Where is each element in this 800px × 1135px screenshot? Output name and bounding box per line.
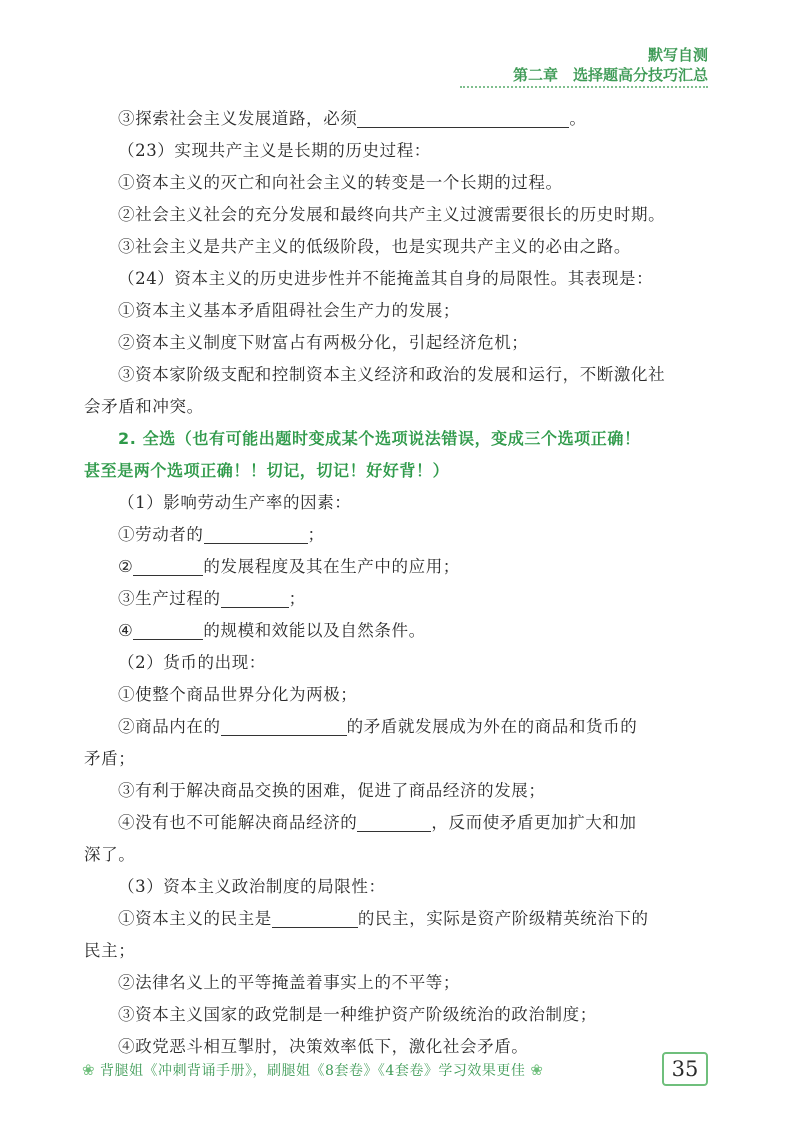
text-line: ② 的发展程度及其在生产中的应用； xyxy=(118,557,460,576)
answer-blank[interactable] xyxy=(204,523,308,544)
text-line: ①资本主义的灭亡和向社会主义的转变是一个长期的过程。 xyxy=(118,173,563,192)
page-body xyxy=(84,103,714,1063)
footer-note xyxy=(82,1060,543,1080)
text-line: ②社会主义社会的充分发展和最终向共产主义过渡需要很长的历史时期。 xyxy=(118,205,666,224)
text-line: ③有利于解决商品交换的困难，促进了商品经济的发展； xyxy=(118,781,546,800)
item-heading-2: （2）货币的出现： xyxy=(118,653,266,672)
text-line: ③探索社会主义发展道路，必须 。 xyxy=(118,109,587,128)
text-line: 民主； xyxy=(84,941,136,960)
item-heading-3: （3）资本主义政治制度的局限性： xyxy=(118,877,386,896)
answer-blank[interactable] xyxy=(357,811,431,832)
text-line: ④没有也不可能解决商品经济的 ，反而使矛盾更加扩大和加 xyxy=(118,813,637,832)
flower-icon: ❀ xyxy=(530,1061,544,1079)
text-line: ②资本主义制度下财富占有两极分化，引起经济危机； xyxy=(118,333,529,352)
answer-blank[interactable] xyxy=(133,555,203,576)
chapter-title: 第二章 选择题高分技巧汇总 xyxy=(512,66,708,84)
text-line: ①劳动者的 ； xyxy=(118,525,325,544)
text-line: 矛盾； xyxy=(84,749,136,768)
text-line: ①使整个商品世界分化为两极； xyxy=(118,685,358,704)
text-line: ①资本主义基本矛盾阻碍社会生产力的发展； xyxy=(118,301,460,320)
answer-blank[interactable] xyxy=(221,587,289,608)
text-line: ③资本家阶级支配和控制资本主义经济和政治的发展和运行，不断激化社 xyxy=(118,365,666,384)
text-line: 会矛盾和冲突。 xyxy=(84,397,204,416)
item-heading-24: （24）资本主义的历史进步性并不能掩盖其自身的局限性。其表现是： xyxy=(118,269,654,288)
answer-blank[interactable] xyxy=(133,619,203,640)
text-line: ③资本主义国家的政党制是一种维护资产阶级统治的政治制度； xyxy=(118,1005,597,1024)
text-line: 深了。 xyxy=(84,845,136,864)
answer-blank[interactable] xyxy=(221,715,347,736)
text-line: ①资本主义的民主是 的民主，实际是资产阶级精英统治下的 xyxy=(118,909,649,928)
text-line: ②法律名义上的平等掩盖着事实上的不平等； xyxy=(118,973,460,992)
item-heading-23: （23）实现共产主义是长期的历史过程： xyxy=(118,141,431,160)
footer-text: 背腿姐《冲刺背诵手册》，刷腿姐《8套卷》《4套卷》学习效果更佳 xyxy=(100,1063,526,1079)
header-title: 默写自测 xyxy=(647,46,708,64)
text-line: ③生产过程的 ； xyxy=(118,589,306,608)
answer-blank[interactable] xyxy=(357,107,569,128)
section-heading: 2. 全选（也有可能出题时变成某个选项说法错误，变成三个选项正确！ xyxy=(118,429,641,448)
item-heading-1: （1）影响劳动生产率的因素： xyxy=(118,493,352,512)
text-line: ③社会主义是共产主义的低级阶段，也是实现共产主义的必由之路。 xyxy=(118,237,631,256)
text-line: ②商品内在的 的矛盾就发展成为外在的商品和货币的 xyxy=(118,717,638,736)
flower-icon: ❀ xyxy=(82,1061,96,1079)
text-line: ④ 的规模和效能以及自然条件。 xyxy=(118,621,426,640)
header-divider xyxy=(460,86,708,88)
section-heading-cont: 甚至是两个选项正确！！切记，切记！好好背！） xyxy=(84,461,450,480)
answer-blank[interactable] xyxy=(272,907,358,928)
text-line: ④政党恶斗相互掣肘，决策效率低下，激化社会矛盾。 xyxy=(118,1037,529,1056)
page-number: 35 xyxy=(662,1052,708,1086)
